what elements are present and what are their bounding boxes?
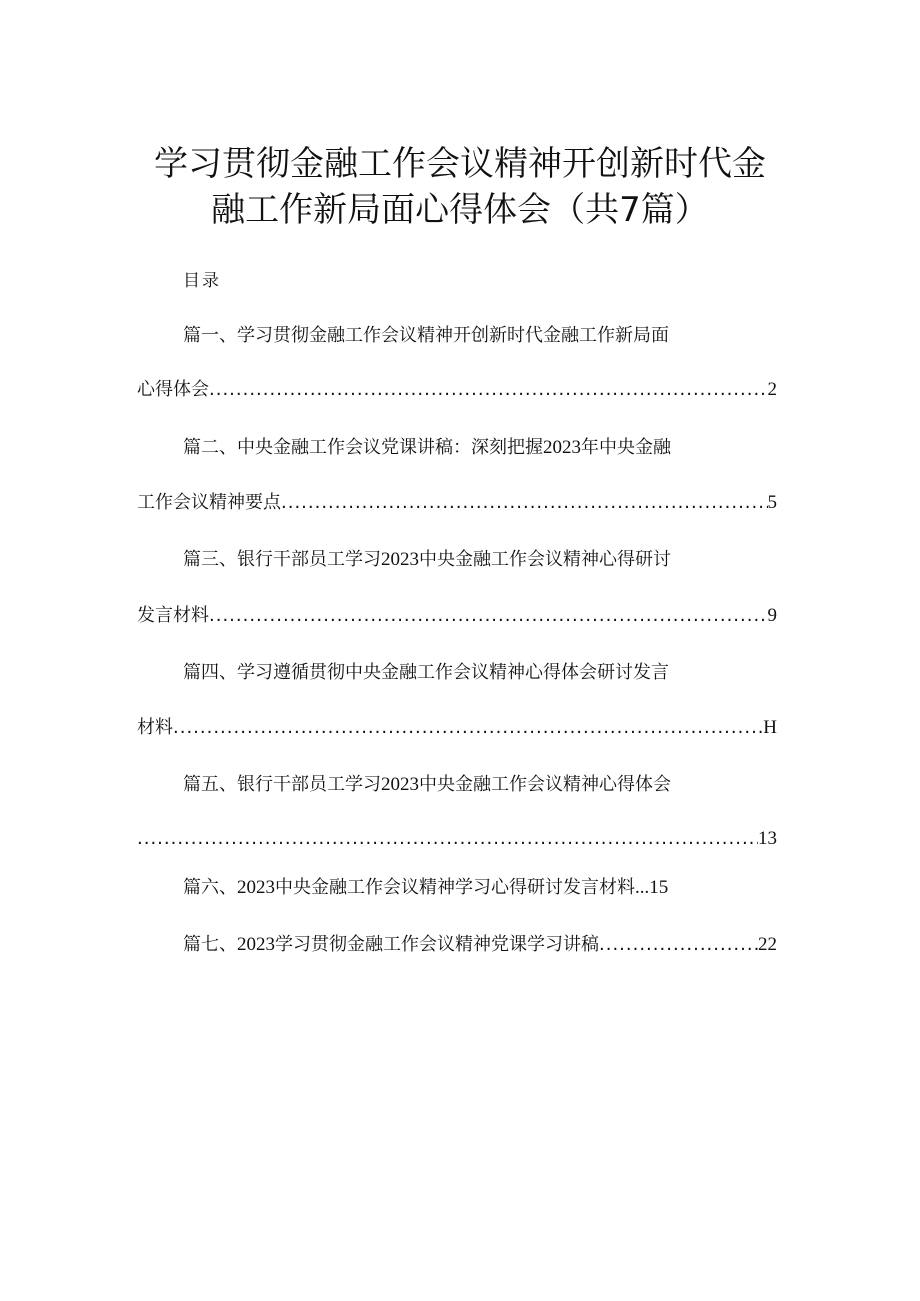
toc-entry-1-title-tail: 心得体会 (137, 379, 209, 400)
toc-entry-3-text-a: 篇三、银行干部员工学习 (183, 549, 381, 570)
toc-entry-5-line-1[interactable] (183, 772, 763, 798)
toc-entry-6-page-number: 15 (649, 877, 669, 898)
toc-entry-4-line-1[interactable]: 篇四、学习遵循贯彻中央金融工作会议精神心得体会研讨发言 (183, 662, 669, 683)
toc-entry-2-page-number: 5 (767, 492, 777, 513)
toc-entry-4-title-tail: 材料 (137, 717, 173, 738)
toc-entry-3-page-number: 9 (767, 605, 777, 626)
toc-leader-dots (173, 715, 763, 741)
toc-entry-3-title-tail: 发言材料 (137, 605, 209, 626)
toc-leader-dots (137, 826, 758, 852)
toc-entry-2-title-tail: 工作会议精神要点 (137, 492, 281, 513)
document-title-line-1: 学习贯彻金融工作会议精神开创新时代金 (154, 144, 766, 184)
toc-entry-1-line-2[interactable] (137, 377, 777, 403)
toc-entry-6-leader-dots: ... (635, 877, 650, 898)
document-title-line-2: 融工作新局面心得体会（共7篇） (211, 190, 709, 230)
toc-entry-3-year: 2023 (381, 549, 419, 570)
toc-entry-4-page-number: H (763, 717, 777, 738)
toc-entry-7-text-a: 篇七、 (183, 934, 237, 955)
toc-entry-2-line-1[interactable] (183, 435, 763, 461)
toc-entry-3-line-2[interactable] (137, 603, 777, 629)
toc-leader-dots (281, 490, 768, 516)
toc-entry-7-year: 2023 (237, 934, 275, 955)
toc-leader-dots (209, 603, 768, 629)
toc-entry-2-text-a: 篇二、中央金融工作会议党课讲稿：深刻把握 (183, 437, 543, 458)
toc-entry-2-text-b: 年中央金融 (581, 437, 671, 458)
toc-entry-6-text-b: 中央金融工作会议精神学习心得研讨发言材料 (275, 877, 635, 898)
toc-entry-2-year: 2023 (543, 437, 581, 458)
toc-entry-7-text-b: 学习贯彻金融工作会议精神党课学习讲稿 (275, 934, 599, 955)
toc-entry-4-line-2[interactable] (137, 715, 777, 741)
toc-leader-dots (209, 377, 768, 403)
toc-entry-3-line-1[interactable] (183, 547, 763, 573)
toc-leader-dots (599, 932, 758, 958)
toc-entry-6-text-a: 篇六、 (183, 877, 237, 898)
toc-entry-5-text-a: 篇五、银行干部员工学习 (183, 774, 381, 795)
toc-entry-1-page-number: 2 (767, 379, 777, 400)
toc-entry-5-text-b: 中央金融工作会议精神心得体会 (419, 774, 671, 795)
toc-entry-5-page-number: 13 (758, 828, 777, 849)
toc-entry-5-line-2[interactable] (137, 826, 777, 852)
toc-entry-3-text-b: 中央金融工作会议精神心得研讨 (419, 549, 671, 570)
toc-entry-5-year: 2023 (381, 774, 419, 795)
toc-entry-2-line-2[interactable] (137, 490, 777, 516)
toc-entry-1-line-1[interactable]: 篇一、学习贯彻金融工作会议精神开创新时代金融工作新局面 (183, 325, 669, 346)
toc-heading: 目录 (183, 271, 221, 291)
toc-entry-7[interactable] (183, 932, 777, 958)
toc-entry-6-year: 2023 (237, 877, 275, 898)
toc-entry-7-page-number: 22 (758, 934, 777, 955)
toc-entry-6[interactable] (183, 875, 668, 901)
